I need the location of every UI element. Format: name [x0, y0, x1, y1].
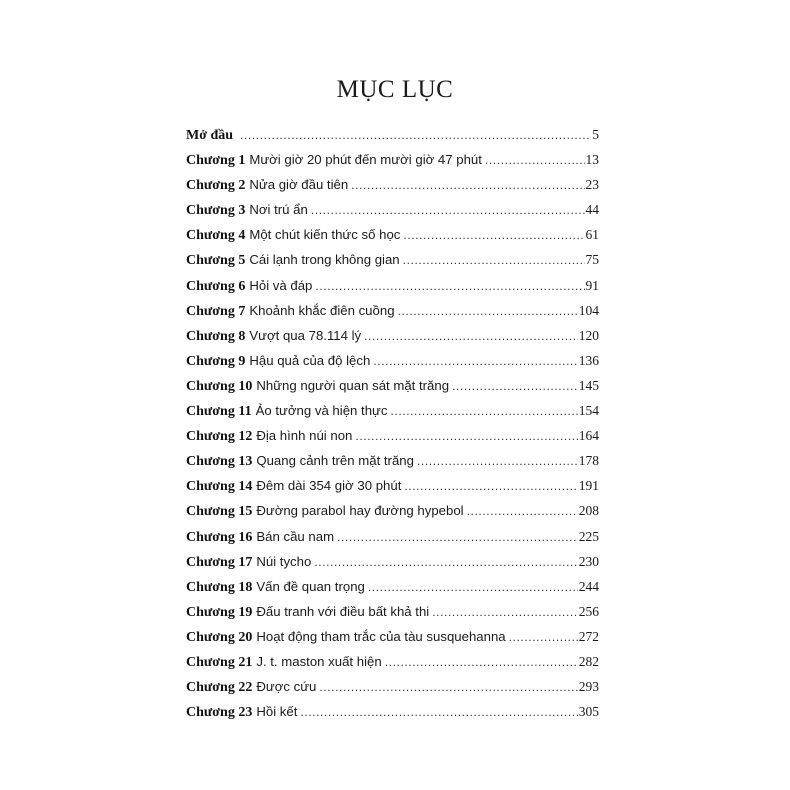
toc-dot-leader	[300, 700, 577, 725]
toc-chapter-label: Chương 16	[186, 529, 253, 545]
toc-page-number: 164	[578, 428, 599, 444]
toc-entry	[186, 373, 599, 398]
toc-dot-leader	[351, 173, 584, 198]
toc-chapter-title: Được cứu	[256, 679, 317, 695]
toc-chapter-label: Chương 11	[186, 404, 252, 420]
table-of-contents	[186, 122, 599, 724]
toc-entry	[186, 549, 599, 574]
toc-page-number: 293	[578, 679, 599, 695]
toc-dot-leader	[404, 474, 577, 499]
toc-page-number: 44	[585, 202, 599, 218]
toc-dot-leader	[319, 675, 577, 700]
toc-page-number: 104	[578, 302, 599, 318]
toc-entry	[186, 323, 599, 348]
toc-dot-leader	[509, 625, 578, 650]
toc-chapter-label: Mở đầu	[186, 128, 234, 143]
toc-entry	[186, 699, 599, 724]
toc-chapter-label: Chương 10	[186, 378, 253, 394]
toc-chapter-title: Nơi trú ẩn	[249, 202, 308, 218]
toc-dot-leader	[364, 324, 578, 349]
toc-page-number: 225	[578, 528, 599, 544]
toc-chapter-title: Đường parabol hay đường hypebol	[256, 503, 464, 519]
toc-entry	[186, 524, 599, 549]
toc-page-number: 13	[585, 152, 599, 168]
toc-dot-leader	[368, 575, 578, 600]
toc-page-number: 178	[578, 453, 599, 469]
toc-page-number: 120	[578, 327, 599, 343]
toc-chapter-label: Chương 5	[186, 253, 246, 269]
toc-entry	[186, 649, 599, 674]
toc-page-number: 191	[578, 478, 599, 494]
toc-chapter-label: Chương 9	[186, 353, 246, 369]
toc-page-number: 208	[578, 503, 599, 519]
toc-page-number: 23	[585, 177, 599, 193]
toc-chapter-title: Hoạt động tham trắc của tàu susquehanna	[256, 628, 506, 644]
toc-page-number: 256	[578, 603, 599, 619]
toc-chapter-label: Chương 14	[186, 479, 253, 495]
toc-dot-leader	[240, 123, 591, 148]
toc-chapter-label: Chương 23	[186, 705, 253, 721]
toc-entry	[186, 122, 599, 147]
toc-dot-leader	[417, 449, 578, 474]
toc-page-number: 154	[578, 403, 599, 419]
toc-chapter-label: Chương 22	[186, 680, 253, 696]
toc-chapter-label: Chương 20	[186, 629, 253, 645]
toc-entry	[186, 348, 599, 373]
toc-chapter-label: Chương 1	[186, 153, 246, 169]
toc-chapter-title: Hậu quả của độ lệch	[249, 352, 371, 368]
toc-entry	[186, 498, 599, 523]
toc-chapter-title: Nửa giờ đầu tiên	[249, 177, 349, 193]
toc-chapter-label: Chương 21	[186, 654, 253, 670]
toc-dot-leader	[432, 600, 578, 625]
toc-dot-leader	[314, 550, 577, 575]
toc-page-number: 5	[592, 127, 599, 142]
toc-page-number: 244	[578, 578, 599, 594]
toc-chapter-label: Chương 8	[186, 328, 246, 344]
toc-dot-leader	[467, 499, 578, 524]
toc-chapter-title: Núi tycho	[256, 553, 312, 569]
toc-dot-leader	[385, 650, 578, 675]
toc-chapter-title: Những người quan sát mặt trăng	[256, 377, 450, 393]
toc-chapter-title: Đấu tranh với điều bất khả thi	[256, 603, 430, 619]
toc-entry	[186, 222, 599, 247]
toc-page-number: 61	[585, 227, 599, 243]
toc-chapter-title: Vượt qua 78.114 lý	[249, 327, 362, 343]
toc-dot-leader	[337, 525, 578, 550]
toc-chapter-title: Một chút kiến thức số học	[249, 227, 401, 243]
toc-page-number: 305	[578, 704, 599, 720]
toc-chapter-label: Chương 19	[186, 604, 253, 620]
toc-chapter-title: Hỏi và đáp	[249, 277, 313, 293]
toc-entry	[186, 298, 599, 323]
toc-entry	[186, 398, 599, 423]
toc-entry	[186, 448, 599, 473]
toc-chapter-title: Ảo tưởng và hiện thực	[255, 403, 388, 419]
toc-entry	[186, 674, 599, 699]
toc-dot-leader	[311, 198, 585, 223]
toc-chapter-label: Chương 12	[186, 429, 253, 445]
toc-page-number: 75	[585, 252, 599, 268]
toc-page-number: 230	[578, 553, 599, 569]
toc-entry	[186, 147, 599, 172]
toc-dot-leader	[398, 299, 578, 324]
toc-chapter-title: Cái lạnh trong không gian	[249, 252, 400, 268]
toc-entry	[186, 624, 599, 649]
toc-dot-leader	[452, 374, 578, 399]
toc-entry	[186, 423, 599, 448]
toc-chapter-label: Chương 17	[186, 554, 253, 570]
toc-chapter-title: Mười giờ 20 phút đến mười giờ 47 phút	[249, 152, 482, 168]
toc-entry	[186, 172, 599, 197]
toc-chapter-title: Vấn đề quan trọng	[256, 578, 365, 594]
toc-dot-leader	[355, 424, 577, 449]
toc-page-number: 91	[585, 277, 599, 293]
toc-entry	[186, 247, 599, 272]
toc-dot-leader	[373, 349, 577, 374]
toc-dot-leader	[390, 399, 577, 424]
toc-chapter-label: Chương 15	[186, 504, 253, 520]
toc-chapter-label: Chương 4	[186, 228, 246, 244]
toc-page-number: 282	[578, 653, 599, 669]
toc-chapter-label: Chương 18	[186, 579, 253, 595]
toc-chapter-title: Khoảnh khắc điên cuồng	[249, 302, 395, 318]
toc-dot-leader	[315, 274, 584, 299]
toc-entry	[186, 599, 599, 624]
toc-dot-leader	[485, 148, 585, 173]
toc-chapter-title: Đêm dài 354 giờ 30 phút	[256, 478, 402, 494]
toc-chapter-label: Chương 13	[186, 454, 253, 470]
toc-chapter-title: Hồi kết	[256, 704, 298, 720]
toc-chapter-label: Chương 3	[186, 203, 246, 219]
toc-chapter-label: Chương 6	[186, 278, 246, 294]
toc-page-number: 136	[578, 352, 599, 368]
toc-chapter-title: Bán cầu nam	[256, 528, 335, 544]
toc-chapter-title: Quang cảnh trên mặt trăng	[256, 453, 414, 469]
toc-chapter-label: Chương 2	[186, 178, 246, 194]
page-title: MỤC LỤC	[336, 76, 454, 103]
toc-entry	[186, 273, 599, 298]
toc-entry	[186, 473, 599, 498]
toc-dot-leader	[403, 248, 585, 273]
toc-chapter-label: Chương 7	[186, 303, 246, 319]
toc-entry	[186, 197, 599, 222]
toc-chapter-title: J. t. maston xuất hiện	[256, 653, 382, 669]
toc-page-number: 145	[578, 377, 599, 393]
toc-dot-leader	[403, 223, 584, 248]
toc-entry	[186, 574, 599, 599]
toc-chapter-title: Địa hình núi non	[256, 428, 353, 444]
toc-page-number: 272	[578, 628, 599, 644]
